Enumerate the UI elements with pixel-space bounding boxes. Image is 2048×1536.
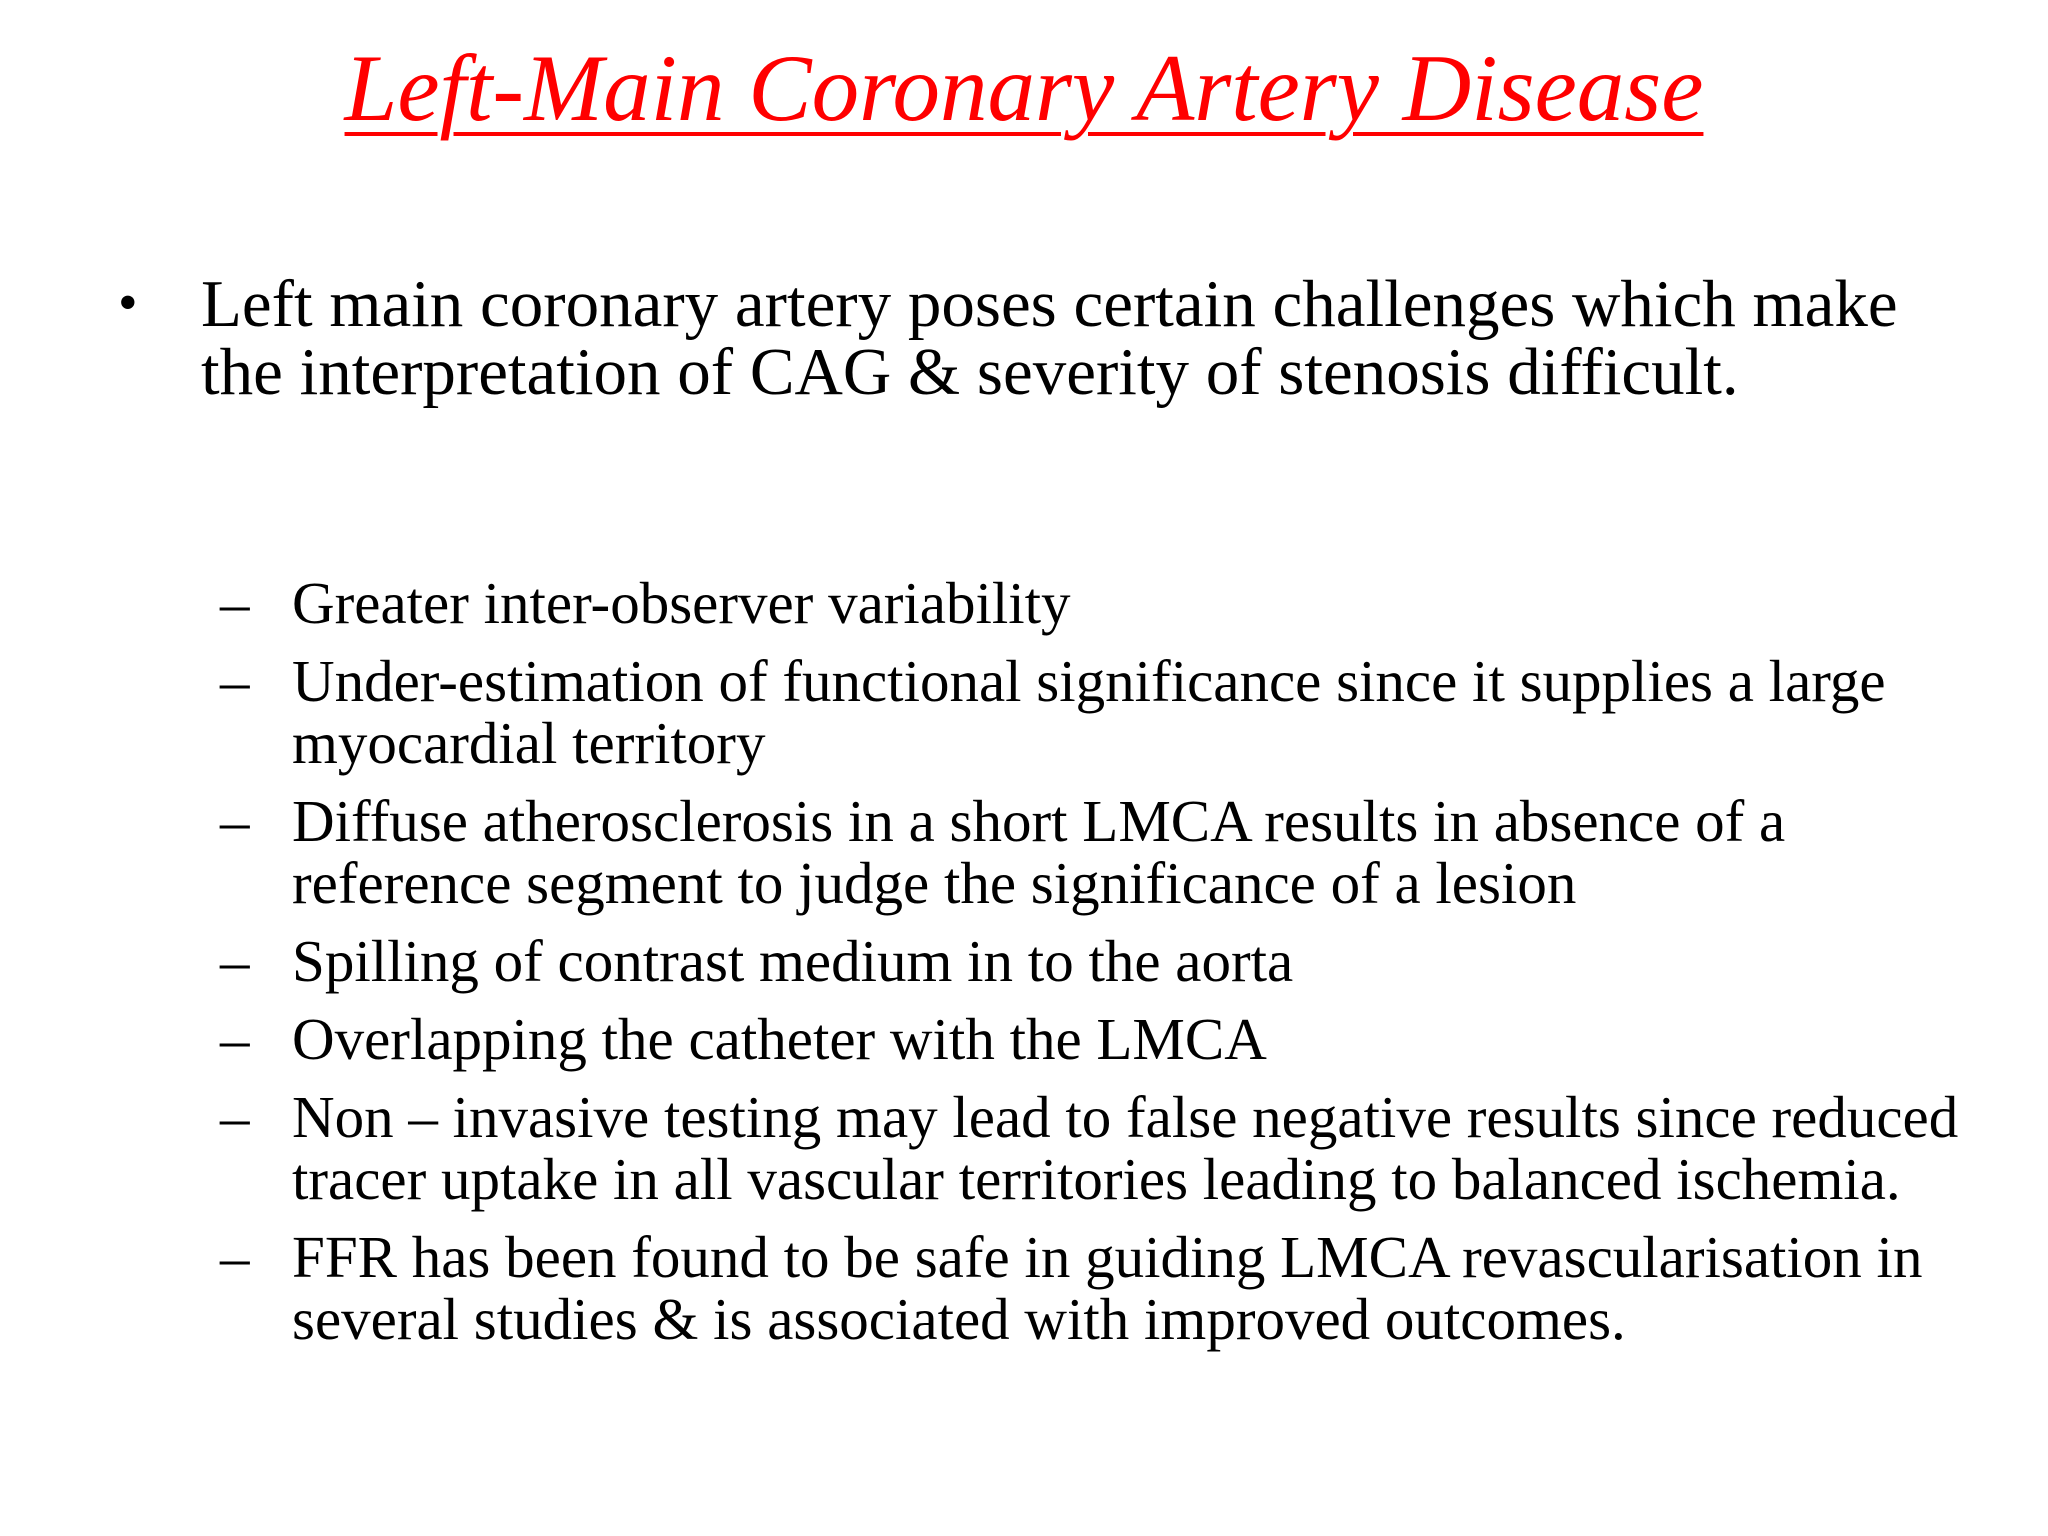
sub-point-item bbox=[220, 1008, 2020, 1070]
sub-point-text: Spilling of contrast medium in to the aorta bbox=[292, 928, 1294, 994]
sub-point-list bbox=[220, 572, 2020, 1366]
main-bullet-point bbox=[118, 267, 1998, 409]
sub-point-item bbox=[220, 930, 2020, 992]
dash-icon: – bbox=[220, 928, 250, 994]
dash-icon: – bbox=[220, 570, 250, 636]
sub-point-text: Diffuse atherosclerosis in a short LMCA results in absence of a reference segment to judge the significance of a lesion bbox=[292, 788, 1786, 916]
sub-point-text: Under-estimation of functional significance since it supplies a large myocardial territory bbox=[292, 648, 1886, 776]
sub-point-text: Greater inter-observer variability bbox=[292, 570, 1071, 636]
sub-point-item bbox=[220, 650, 2020, 774]
sub-point-text: Overlapping the catheter with the LMCA bbox=[292, 1006, 1267, 1072]
dash-icon: – bbox=[220, 1084, 250, 1150]
sub-point-item bbox=[220, 572, 2020, 634]
dash-icon: – bbox=[220, 788, 250, 854]
main-bullet-text: Left main coronary artery poses certain challenges which make the interpretation of CAG & severity of stenosis difficult. bbox=[201, 267, 1898, 409]
sub-point-item bbox=[220, 1086, 2020, 1210]
sub-point-item bbox=[220, 1226, 2020, 1350]
dash-icon: – bbox=[220, 1224, 250, 1290]
slide-title: Left-Main Coronary Artery Disease bbox=[344, 35, 1704, 141]
bullet-icon: • bbox=[118, 272, 138, 334]
sub-point-item bbox=[220, 790, 2020, 914]
sub-point-text: Non – invasive testing may lead to false negative results since reduced tracer uptake in all vascular territories leading to balanced ischemia. bbox=[292, 1084, 1959, 1212]
sub-point-text: FFR has been found to be safe in guiding LMCA revascularisation in several studies & is associated with improved outcomes. bbox=[292, 1224, 1923, 1352]
dash-icon: – bbox=[220, 1006, 250, 1072]
dash-icon: – bbox=[220, 648, 250, 714]
